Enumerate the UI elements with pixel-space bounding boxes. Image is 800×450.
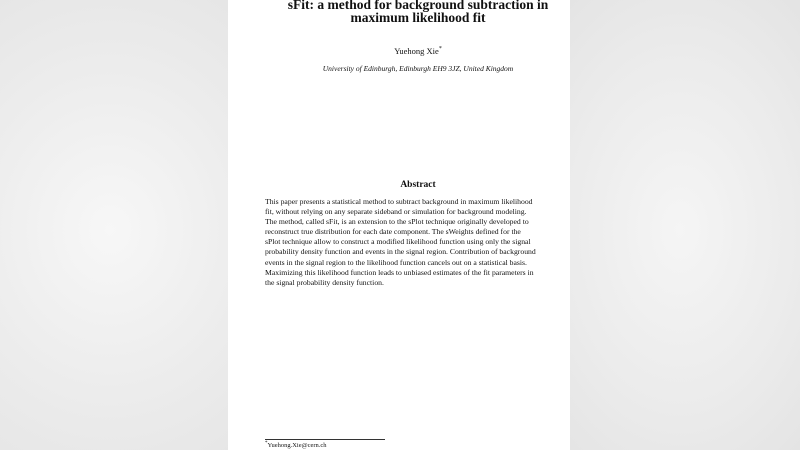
author-name bbox=[228, 46, 570, 56]
footnote-mark: * bbox=[265, 441, 268, 446]
abstract-line: The method, called sFit, is an extension to the sPlot technique originally developed to bbox=[265, 217, 529, 227]
footnote-email: Yuehong.Xie@cern.ch bbox=[267, 442, 327, 450]
author-footnote-mark: * bbox=[438, 46, 442, 53]
abstract-line: sPlot technique allow to construct a modified likelihood function using only the signal bbox=[265, 237, 531, 247]
paper-title-line-2: maximum likelihood fit bbox=[350, 10, 486, 25]
abstract-line: reconstruct true distribution for each date component. The sWeights defined for the bbox=[265, 227, 521, 237]
footnote-rule bbox=[265, 439, 385, 440]
background-right bbox=[570, 0, 800, 450]
abstract-line: events in the signal region to the likelihood function cancels out on a statistical basis. bbox=[265, 257, 527, 267]
abstract-line: This paper presents a statistical method to subtract background in maximum likelihood bbox=[265, 197, 533, 206]
abstract-line: Maximizing this likelihood function leads to unbiased estimates of the fit parameters in bbox=[265, 267, 534, 277]
author-text: Yuehong Xie bbox=[394, 46, 439, 56]
paper-page bbox=[228, 0, 570, 450]
abstract-line: probability density function and events in the signal region. Contribution of background bbox=[265, 247, 536, 257]
abstract-line: fit, without relying on any separate sideband or simulation for background modeling. bbox=[265, 207, 527, 217]
paper-title-line-1: sFit: a method for background subtraction in bbox=[287, 0, 549, 12]
abstract-heading: Abstract bbox=[400, 180, 436, 190]
abstract-line: the signal probability density function. bbox=[265, 277, 384, 287]
affiliation: University of Edinburgh, Edinburgh EH9 3JZ, United Kingdom bbox=[322, 64, 514, 73]
footnote bbox=[265, 441, 327, 449]
abstract-body bbox=[265, 197, 570, 288]
